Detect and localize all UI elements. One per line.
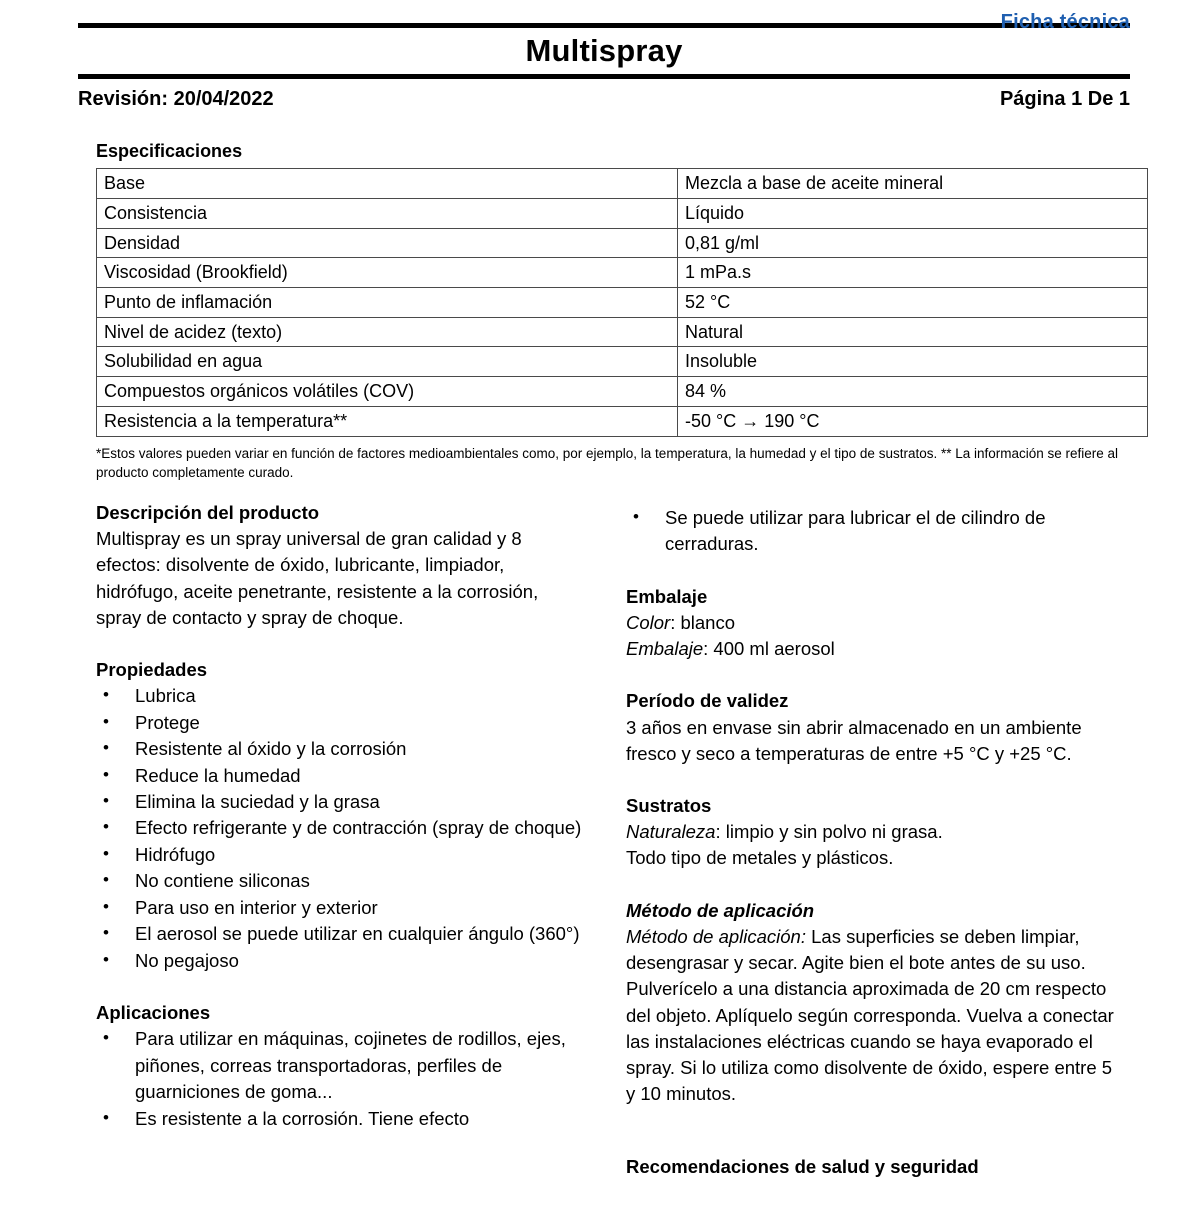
spec-value: 0,81 g/ml bbox=[678, 228, 1148, 258]
list-item: • Para utilizar en máquinas, cojinetes de rodillos, ejes, piñones, correas transportadoras, perfiles de guarniciones de goma... bbox=[96, 1026, 586, 1105]
spec-key: Base bbox=[97, 169, 678, 199]
revision-label: Revisión: 20/04/2022 bbox=[78, 87, 274, 110]
specifications-footnote: *Estos valores pueden variar en función de factores medioambientales como, por ejemplo, la temperatura, la humedad y el tipo de sustratos. ** La información se refiere al producto completamente curado. bbox=[96, 445, 1119, 480]
list-item: • Resistente al óxido y la corrosión bbox=[96, 736, 586, 762]
properties-list bbox=[96, 683, 586, 974]
description-text: Multispray es un spray universal de gran calidad y 8 efectos: disolvente de óxido, lubricante, limpiador, hidrófugo, aceite penetrante, resistente a la corrosión, spray de contacto y spray de choque. bbox=[96, 527, 539, 628]
spec-value: Mezcla a base de aceite mineral bbox=[678, 169, 1148, 199]
spec-key: Punto de inflamación bbox=[97, 288, 678, 318]
specifications-heading: Especificaciones bbox=[96, 140, 243, 161]
application-method-label: Método de aplicación: bbox=[626, 925, 806, 947]
shelf-life-heading: Período de validez bbox=[626, 690, 789, 712]
spec-value: 1 mPa.s bbox=[678, 258, 1148, 288]
substrates-nature-value: : limpio y sin polvo ni grasa. bbox=[715, 821, 943, 843]
body-columns bbox=[0, 501, 1200, 1180]
table-row bbox=[97, 347, 1148, 377]
list-item: • Es resistente a la corrosión. Tiene efecto bbox=[96, 1106, 586, 1132]
list-item: • Elimina la suciedad y la grasa bbox=[96, 789, 586, 815]
spec-value: 84 % bbox=[678, 377, 1148, 407]
page-title: Multispray bbox=[525, 33, 683, 68]
list-item: • Hidrófugo bbox=[96, 842, 586, 868]
packaging-color-value: : blanco bbox=[670, 611, 736, 633]
list-item: • Reduce la humedad bbox=[96, 763, 586, 789]
list-item: • Se puede utilizar para lubricar el de cilindro de cerraduras. bbox=[626, 505, 1116, 558]
description-heading: Descripción del producto bbox=[96, 501, 320, 523]
packaging-color-label: Color bbox=[626, 611, 671, 633]
shelf-life-text: 3 años en envase sin abrir almacenado en un ambiente fresco y seco a temperaturas de entre +5 °C y +25 °C. bbox=[626, 716, 1082, 764]
spec-key: Solubilidad en agua bbox=[97, 347, 678, 377]
spec-key: Nivel de acidez (texto) bbox=[97, 317, 678, 347]
health-safety-heading: Recomendaciones de salud y seguridad bbox=[626, 1155, 979, 1177]
packaging-size-label: Embalaje bbox=[626, 638, 704, 660]
table-row bbox=[97, 258, 1148, 288]
packaging-heading: Embalaje bbox=[626, 585, 708, 607]
table-row bbox=[97, 288, 1148, 318]
table-row bbox=[97, 169, 1148, 199]
list-item: • Para uso en interior y exterior bbox=[96, 895, 586, 921]
list-item: • No contiene siliconas bbox=[96, 868, 586, 894]
spec-value: Líquido bbox=[678, 199, 1148, 229]
substrates-heading: Sustratos bbox=[626, 795, 712, 817]
application-method-heading: Método de aplicación bbox=[626, 899, 815, 921]
properties-heading: Propiedades bbox=[96, 659, 208, 681]
document-header bbox=[0, 11, 1200, 111]
page-number-label: Página 1 De 1 bbox=[999, 87, 1130, 110]
right-column bbox=[626, 501, 1116, 1180]
table-row bbox=[97, 406, 1148, 436]
applications-list bbox=[96, 1026, 586, 1132]
table-row bbox=[97, 377, 1148, 407]
table-row bbox=[97, 228, 1148, 258]
application-method-body: Las superficies se deben limpiar, desengrasar y secar. Agite bien el bote antes de su uso. Pulverícelo a una distancia aproximada de 20 cm respecto del objeto. Aplíquelo según corresponda. Vuelva a conectar las instalaciones eléctricas cuando se haya evaporado el spray. Si lo utiliza como disolvente de óxido, espere entre 5 y 10 minutos. bbox=[626, 925, 1114, 1105]
packaging-size-line bbox=[626, 636, 1116, 662]
specifications-table bbox=[96, 168, 1148, 436]
spec-key: Resistencia a la temperatura** bbox=[97, 406, 678, 436]
list-item: • Lubrica bbox=[96, 683, 586, 709]
title-band bbox=[78, 28, 1130, 74]
list-item: • Protege bbox=[96, 710, 586, 736]
list-item: • El aerosol se puede utilizar en cualquier ángulo (360°) bbox=[96, 921, 586, 947]
table-row bbox=[97, 199, 1148, 229]
spec-key: Densidad bbox=[97, 228, 678, 258]
applications-heading: Aplicaciones bbox=[96, 1002, 211, 1024]
table-row bbox=[97, 317, 1148, 347]
list-item: • Efecto refrigerante y de contracción (spray de choque) bbox=[96, 815, 586, 841]
spec-key: Consistencia bbox=[97, 199, 678, 229]
substrates-nature-label: Naturaleza bbox=[626, 821, 716, 843]
specifications-section bbox=[0, 141, 1200, 482]
packaging-color-line bbox=[626, 610, 1116, 636]
substrates-nature-line bbox=[626, 819, 1116, 845]
specifications-table-body bbox=[97, 169, 1148, 436]
spec-value: -50 °C → 190 °C bbox=[678, 406, 1148, 436]
left-column bbox=[96, 501, 586, 1132]
spec-value: 52 °C bbox=[678, 288, 1148, 318]
header-meta-row bbox=[78, 79, 1130, 111]
ficha-tecnica-label: Ficha técnica bbox=[1000, 11, 1130, 33]
applications-continued-list bbox=[626, 505, 1116, 558]
spec-value: Insoluble bbox=[678, 347, 1148, 377]
spec-key: Compuestos orgánicos volátiles (COV) bbox=[97, 377, 678, 407]
list-item: • No pegajoso bbox=[96, 948, 586, 974]
spec-value: Natural bbox=[678, 317, 1148, 347]
application-method-text bbox=[626, 924, 1116, 1108]
packaging-size-value: : 400 ml aerosol bbox=[703, 638, 835, 660]
spec-key: Viscosidad (Brookfield) bbox=[97, 258, 678, 288]
substrates-text: Todo tipo de metales y plásticos. bbox=[626, 847, 894, 869]
